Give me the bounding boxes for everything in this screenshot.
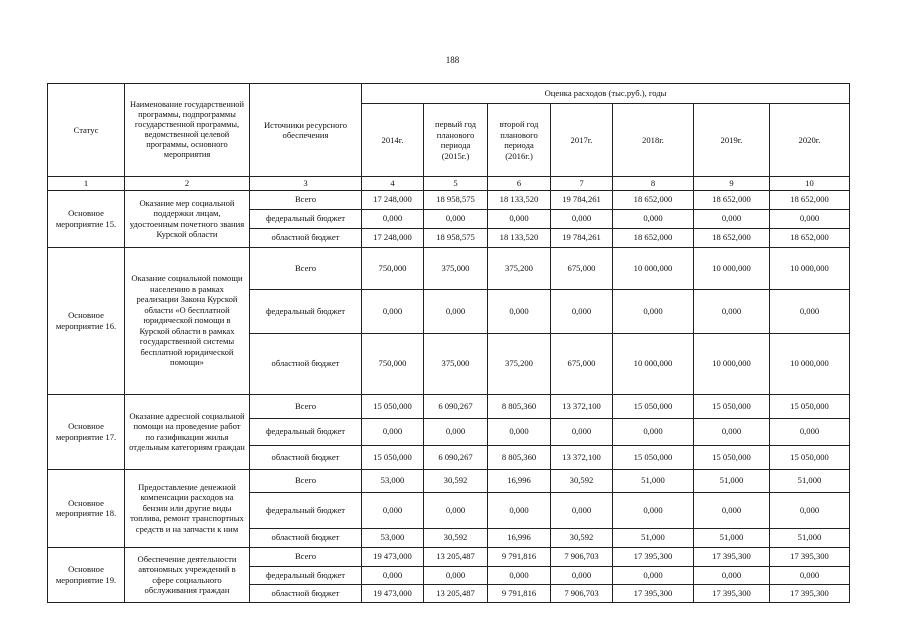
- expense-value: 0,000: [613, 418, 694, 445]
- column-number: 5: [424, 177, 488, 191]
- expense-value: 16,996: [488, 469, 551, 492]
- expense-value: 18 652,000: [770, 190, 850, 209]
- expense-value: 19 784,261: [551, 228, 613, 247]
- expense-value: 0,000: [424, 418, 488, 445]
- header-sources: Источники ресурсного обеспечения: [250, 84, 362, 177]
- funding-source: областной бюджет: [250, 333, 362, 394]
- expense-value: 0,000: [613, 289, 694, 333]
- funding-source: федеральный бюджет: [250, 418, 362, 445]
- expense-value: 16,996: [488, 528, 551, 547]
- expense-value: 0,000: [362, 566, 424, 584]
- expense-value: 9 791,816: [488, 584, 551, 602]
- expense-value: 6 090,267: [424, 445, 488, 469]
- expense-value: 17 395,300: [770, 547, 850, 566]
- expense-value: 10 000,000: [770, 247, 850, 289]
- expense-value: 0,000: [551, 418, 613, 445]
- header-year-2016: второй год планового периода (2016г.): [488, 104, 551, 177]
- expense-value: 17 248,000: [362, 190, 424, 209]
- funding-source: областной бюджет: [250, 228, 362, 247]
- column-number: 10: [770, 177, 850, 191]
- expense-value: 18 133,520: [488, 190, 551, 209]
- column-number-row: [48, 177, 850, 191]
- expense-value: 0,000: [488, 289, 551, 333]
- row-status: Основное мероприятие 18.: [48, 469, 125, 547]
- expense-value: 51,000: [694, 528, 770, 547]
- funding-source: Всего: [250, 547, 362, 566]
- row-status: Основное мероприятие 16.: [48, 247, 125, 394]
- expense-value: 0,000: [362, 418, 424, 445]
- expense-value: 0,000: [488, 209, 551, 228]
- column-number: 1: [48, 177, 125, 191]
- expense-value: 0,000: [551, 209, 613, 228]
- expense-value: 0,000: [770, 418, 850, 445]
- expense-value: 13 205,487: [424, 547, 488, 566]
- expense-value: 0,000: [551, 492, 613, 528]
- expense-value: 10 000,000: [613, 333, 694, 394]
- column-number: 9: [694, 177, 770, 191]
- expense-value: 17 395,300: [613, 584, 694, 602]
- expense-value: 0,000: [424, 492, 488, 528]
- expense-value: 7 906,703: [551, 547, 613, 566]
- expense-value: 0,000: [694, 492, 770, 528]
- column-number: 2: [125, 177, 250, 191]
- expense-value: 0,000: [488, 492, 551, 528]
- funding-source: Всего: [250, 190, 362, 209]
- expense-value: 0,000: [694, 566, 770, 584]
- expense-value: 18 133,520: [488, 228, 551, 247]
- expense-value: 10 000,000: [613, 247, 694, 289]
- column-number: 3: [250, 177, 362, 191]
- expense-value: 17 395,300: [770, 584, 850, 602]
- expense-value: 0,000: [770, 492, 850, 528]
- header-estimate: Оценка расходов (тыс.руб.), годы: [362, 84, 850, 104]
- expense-value: 13 205,487: [424, 584, 488, 602]
- expense-value: 18 652,000: [770, 228, 850, 247]
- expense-value: 0,000: [770, 209, 850, 228]
- funding-source: Всего: [250, 469, 362, 492]
- expense-value: 18 652,000: [694, 190, 770, 209]
- expense-value: 30,592: [551, 528, 613, 547]
- expense-value: 18 652,000: [613, 228, 694, 247]
- expense-value: 15 050,000: [613, 445, 694, 469]
- row-name: Оказание мер социальной поддержки лицам, удостоенным почетного звания Курской области: [125, 190, 250, 247]
- header-year-2018: 2018г.: [613, 104, 694, 177]
- expense-value: 7 906,703: [551, 584, 613, 602]
- funding-source: Всего: [250, 247, 362, 289]
- expense-value: 0,000: [694, 209, 770, 228]
- row-status: Основное мероприятие 15.: [48, 190, 125, 247]
- expense-value: 10 000,000: [770, 333, 850, 394]
- expense-value: 51,000: [694, 469, 770, 492]
- row-name: Предоставление денежной компенсации расходов на бензин или другие виды топлива, ремонт транспортных средств и на запчасти к ним: [125, 469, 250, 547]
- expense-value: 51,000: [770, 528, 850, 547]
- expense-value: 53,000: [362, 528, 424, 547]
- table-body: [48, 190, 850, 602]
- header-name: Наименование государственной программы, подпрограммы государственной программы, ведомственной целевой программы, основного мероприятия: [125, 84, 250, 177]
- header-status: Статус: [48, 84, 125, 177]
- expense-value: 13 372,100: [551, 445, 613, 469]
- funding-source: областной бюджет: [250, 528, 362, 547]
- funding-source: федеральный бюджет: [250, 566, 362, 584]
- expense-value: 30,592: [424, 528, 488, 547]
- expense-value: 51,000: [613, 469, 694, 492]
- expense-value: 0,000: [362, 289, 424, 333]
- expense-value: 0,000: [424, 209, 488, 228]
- table-row: [48, 547, 850, 566]
- expense-value: 9 791,816: [488, 547, 551, 566]
- expense-value: 0,000: [770, 566, 850, 584]
- expense-value: 0,000: [551, 566, 613, 584]
- expense-value: 19 473,000: [362, 547, 424, 566]
- expense-value: 53,000: [362, 469, 424, 492]
- expense-value: 0,000: [424, 289, 488, 333]
- table-row: [48, 247, 850, 289]
- funding-source: Всего: [250, 394, 362, 418]
- expense-value: 10 000,000: [694, 333, 770, 394]
- expense-value: 6 090,267: [424, 394, 488, 418]
- header-year-2015: первый год планового периода (2015г.): [424, 104, 488, 177]
- expense-value: 17 395,300: [694, 547, 770, 566]
- funding-source: федеральный бюджет: [250, 492, 362, 528]
- expense-value: 750,000: [362, 247, 424, 289]
- page-number: 188: [445, 55, 460, 65]
- expense-value: 0,000: [770, 289, 850, 333]
- row-status: Основное мероприятие 19.: [48, 547, 125, 602]
- expense-value: 375,200: [488, 333, 551, 394]
- expense-table: [47, 83, 850, 603]
- expense-value: 8 805,360: [488, 445, 551, 469]
- row-name: Обеспечение деятельности автономных учреждений в сфере социального обслуживания граждан: [125, 547, 250, 602]
- funding-source: областной бюджет: [250, 445, 362, 469]
- expense-value: 0,000: [362, 209, 424, 228]
- expense-value: 17 248,000: [362, 228, 424, 247]
- expense-value: 0,000: [694, 418, 770, 445]
- header-year-2019: 2019г.: [694, 104, 770, 177]
- funding-source: областной бюджет: [250, 584, 362, 602]
- expense-value: 0,000: [694, 289, 770, 333]
- expense-value: 10 000,000: [694, 247, 770, 289]
- expense-value: 15 050,000: [362, 394, 424, 418]
- expense-value: 15 050,000: [770, 445, 850, 469]
- row-name: Оказание социальной помощи населению в рамках реализации Закона Курской области «О бесплатной юридической помощи в Курской области в рамках государственной системы бесплатной юридической помощи»: [125, 247, 250, 394]
- row-name: Оказание адресной социальной помощи на проведение работ по газификации жилья отдельным категориям граждан: [125, 394, 250, 469]
- expense-value: 375,200: [488, 247, 551, 289]
- column-number: 8: [613, 177, 694, 191]
- expense-value: 8 805,360: [488, 394, 551, 418]
- expense-value: 19 784,261: [551, 190, 613, 209]
- column-number: 4: [362, 177, 424, 191]
- header-year-2020: 2020г.: [770, 104, 850, 177]
- header-year-2014: 2014г.: [362, 104, 424, 177]
- expense-value: 0,000: [613, 492, 694, 528]
- column-number: 6: [488, 177, 551, 191]
- expense-value: 51,000: [770, 469, 850, 492]
- expense-value: 0,000: [362, 492, 424, 528]
- expense-value: 0,000: [488, 566, 551, 584]
- expense-value: 17 395,300: [613, 547, 694, 566]
- expense-value: 13 372,100: [551, 394, 613, 418]
- expense-value: 15 050,000: [613, 394, 694, 418]
- expense-value: 18 958,575: [424, 228, 488, 247]
- expense-value: 0,000: [613, 209, 694, 228]
- header-year-2017: 2017г.: [551, 104, 613, 177]
- expense-value: 30,592: [424, 469, 488, 492]
- table-row: [48, 469, 850, 492]
- expense-value: 675,000: [551, 333, 613, 394]
- expense-value: 675,000: [551, 247, 613, 289]
- expense-value: 750,000: [362, 333, 424, 394]
- expense-value: 0,000: [613, 566, 694, 584]
- expense-value: 375,000: [424, 333, 488, 394]
- row-status: Основное мероприятие 17.: [48, 394, 125, 469]
- expense-value: 18 958,575: [424, 190, 488, 209]
- expense-value: 18 652,000: [694, 228, 770, 247]
- expense-value: 15 050,000: [694, 394, 770, 418]
- expense-value: 15 050,000: [362, 445, 424, 469]
- expense-value: 19 473,000: [362, 584, 424, 602]
- expense-value: 15 050,000: [770, 394, 850, 418]
- expense-value: 0,000: [551, 289, 613, 333]
- expense-value: 18 652,000: [613, 190, 694, 209]
- table-row: [48, 190, 850, 209]
- expense-value: 375,000: [424, 247, 488, 289]
- funding-source: федеральный бюджет: [250, 209, 362, 228]
- expense-value: 17 395,300: [694, 584, 770, 602]
- table-row: [48, 394, 850, 418]
- funding-source: федеральный бюджет: [250, 289, 362, 333]
- expense-value: 0,000: [488, 418, 551, 445]
- expense-value: 0,000: [424, 566, 488, 584]
- column-number: 7: [551, 177, 613, 191]
- expense-value: 15 050,000: [694, 445, 770, 469]
- expense-value: 30,592: [551, 469, 613, 492]
- expense-value: 51,000: [613, 528, 694, 547]
